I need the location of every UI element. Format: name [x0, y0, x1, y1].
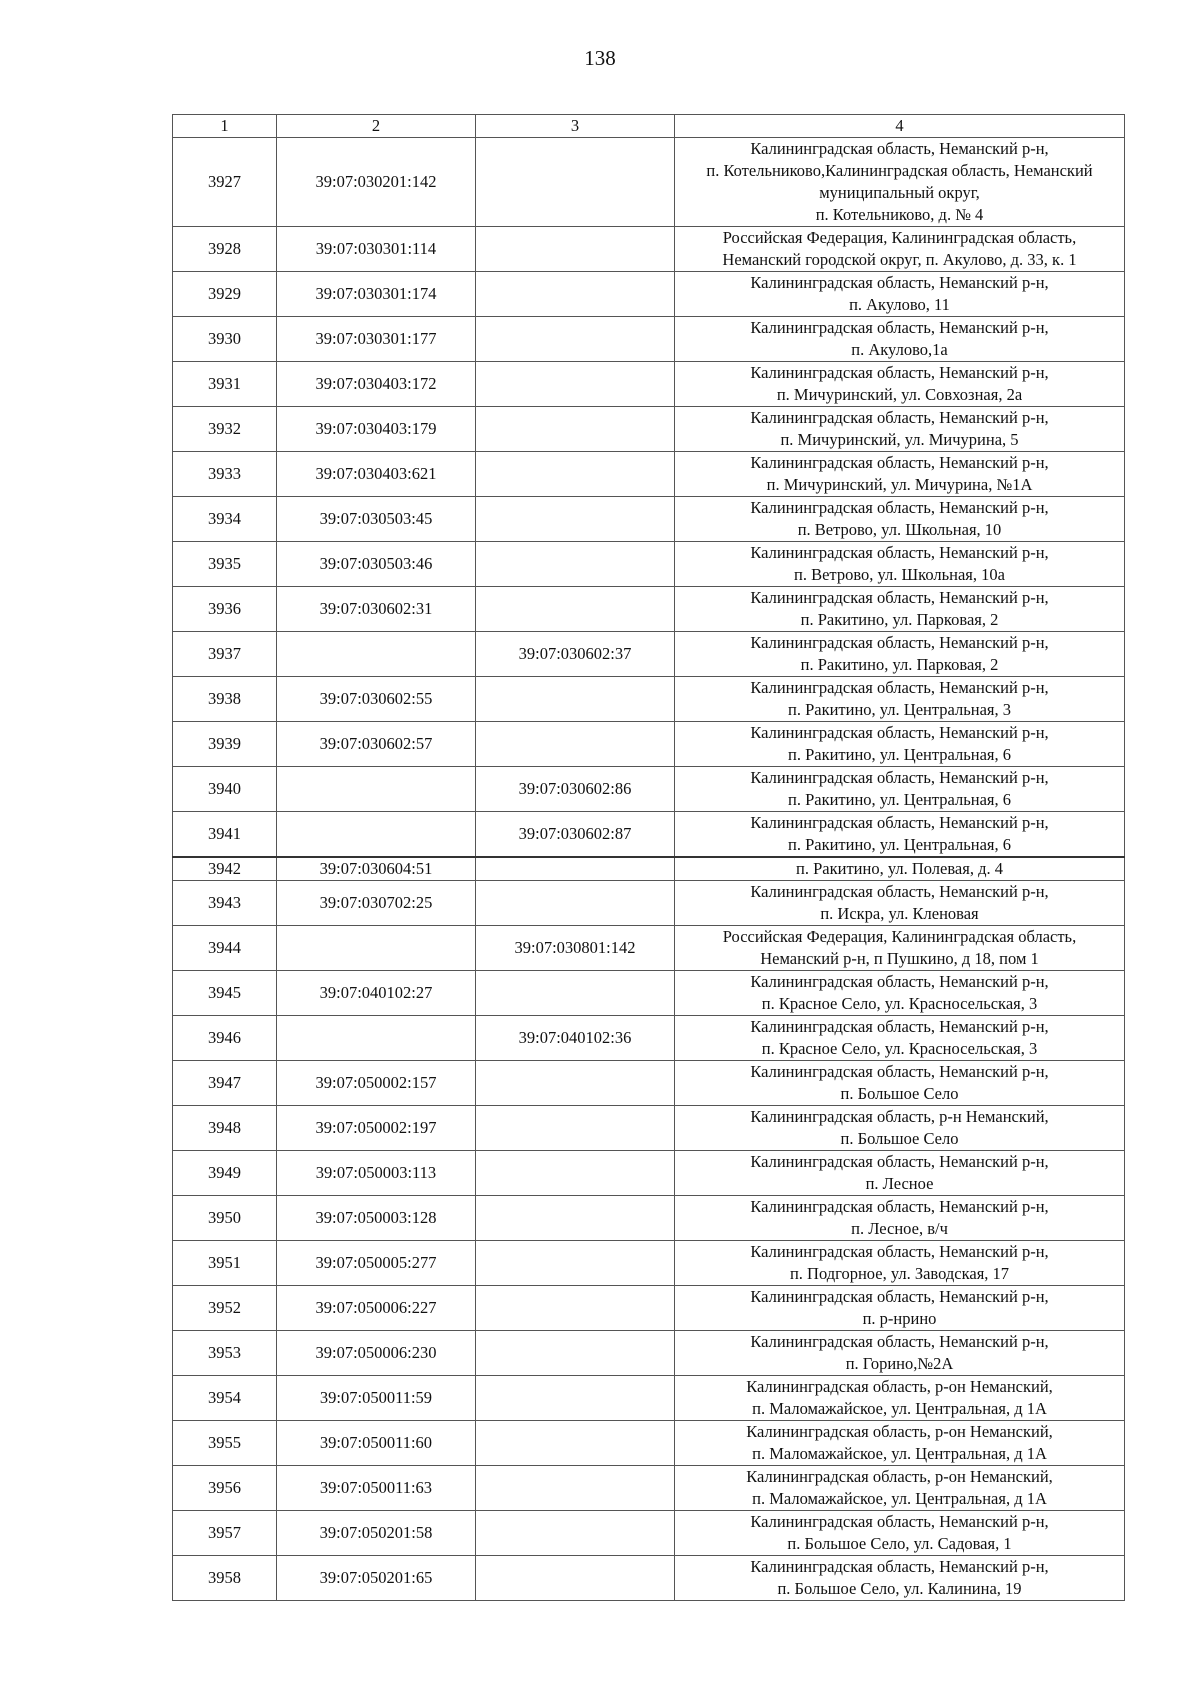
cadastral-number-cell: 39:07:050011:63 [277, 1466, 476, 1511]
table-row [173, 1061, 1125, 1106]
address-cell: Калининградская область, Неманский р-н, п. Ракитино, ул. Центральная, 3 [675, 677, 1125, 722]
row-number-cell: 3957 [173, 1511, 277, 1556]
row-number-cell: 3933 [173, 452, 277, 497]
cadastral-number-alt-cell [476, 362, 675, 407]
cadastral-number-cell [277, 812, 476, 858]
address-cell: п. Ракитино, ул. Полевая, д. 4 [675, 857, 1125, 881]
table-row [173, 632, 1125, 677]
table-row [173, 1556, 1125, 1601]
cadastral-number-alt-cell: 39:07:030602:37 [476, 632, 675, 677]
cadastral-number-cell: 39:07:030604:51 [277, 857, 476, 881]
table-row [173, 857, 1125, 881]
row-number-cell: 3931 [173, 362, 277, 407]
header-row [173, 115, 1125, 138]
table-row [173, 407, 1125, 452]
cadastral-number-cell: 39:07:030702:25 [277, 881, 476, 926]
row-number-cell: 3952 [173, 1286, 277, 1331]
table-row [173, 722, 1125, 767]
row-number-cell: 3948 [173, 1106, 277, 1151]
cadastral-number-alt-cell [476, 1556, 675, 1601]
cadastral-number-cell: 39:07:030602:31 [277, 587, 476, 632]
address-cell: Калининградская область, Неманский р-н, п. Искра, ул. Кленовая [675, 881, 1125, 926]
table-row [173, 1466, 1125, 1511]
cadastral-number-cell: 39:07:050006:227 [277, 1286, 476, 1331]
row-number-cell: 3945 [173, 971, 277, 1016]
row-number-cell: 3946 [173, 1016, 277, 1061]
address-cell: Калининградская область, Неманский р-н, п. Ракитино, ул. Центральная, 6 [675, 722, 1125, 767]
header-cell-3: 3 [476, 115, 675, 138]
row-number-cell: 3944 [173, 926, 277, 971]
row-number-cell: 3932 [173, 407, 277, 452]
cadastral-number-alt-cell [476, 407, 675, 452]
cadastral-number-alt-cell [476, 1511, 675, 1556]
address-cell: Российская Федерация, Калининградская область, Неманский городской округ, п. Акулово, д. 33, к. 1 [675, 227, 1125, 272]
address-cell: Калининградская область, р-он Неманский, п. Маломажайское, ул. Центральная, д 1А [675, 1466, 1125, 1511]
row-number-cell: 3947 [173, 1061, 277, 1106]
cadastral-number-cell: 39:07:030602:57 [277, 722, 476, 767]
address-cell: Калининградская область, Неманский р-н, п. Ветрово, ул. Школьная, 10 [675, 497, 1125, 542]
table-row [173, 881, 1125, 926]
cadastral-number-cell: 39:07:030403:172 [277, 362, 476, 407]
table-row [173, 1196, 1125, 1241]
address-cell: Калининградская область, Неманский р-н, п. Акулово,1а [675, 317, 1125, 362]
header-cell-2: 2 [277, 115, 476, 138]
cadastral-number-alt-cell: 39:07:030602:86 [476, 767, 675, 812]
cadastral-number-cell [277, 632, 476, 677]
address-cell: Калининградская область, Неманский р-н, п. Котельниково,Калининградская область, Неманский муниципальный округ, п. Котельниково, д. № 4 [675, 138, 1125, 227]
cadastral-number-cell: 39:07:030301:114 [277, 227, 476, 272]
registry-table [172, 114, 1125, 1601]
address-cell: Калининградская область, Неманский р-н, п. Красное Село, ул. Красносельская, 3 [675, 971, 1125, 1016]
address-cell: Калининградская область, Неманский р-н, п. Лесное, в/ч [675, 1196, 1125, 1241]
table-row [173, 542, 1125, 587]
address-cell: Российская Федерация, Калининградская область, Неманский р-н, п Пушкино, д 18, пом 1 [675, 926, 1125, 971]
row-number-cell: 3930 [173, 317, 277, 362]
cadastral-number-cell: 39:07:030503:45 [277, 497, 476, 542]
cadastral-number-alt-cell [476, 272, 675, 317]
address-cell: Калининградская область, Неманский р-н, п. Мичуринский, ул. Мичурина, 5 [675, 407, 1125, 452]
address-cell: Калининградская область, Неманский р-н, п. Большое Село [675, 1061, 1125, 1106]
row-number-cell: 3956 [173, 1466, 277, 1511]
address-cell: Калининградская область, Неманский р-н, п. Мичуринский, ул. Совхозная, 2а [675, 362, 1125, 407]
address-cell: Калининградская область, Неманский р-н, п. Большое Село, ул. Садовая, 1 [675, 1511, 1125, 1556]
cadastral-number-alt-cell: 39:07:030602:87 [476, 812, 675, 858]
cadastral-number-alt-cell [476, 1421, 675, 1466]
row-number-cell: 3938 [173, 677, 277, 722]
row-number-cell: 3937 [173, 632, 277, 677]
address-cell: Калининградская область, Неманский р-н, п. Ракитино, ул. Парковая, 2 [675, 632, 1125, 677]
cadastral-number-cell: 39:07:050006:230 [277, 1331, 476, 1376]
row-number-cell: 3934 [173, 497, 277, 542]
cadastral-number-alt-cell [476, 1061, 675, 1106]
cadastral-number-cell: 39:07:050011:59 [277, 1376, 476, 1421]
address-cell: Калининградская область, р-он Неманский, п. Маломажайское, ул. Центральная, д 1А [675, 1376, 1125, 1421]
table-row [173, 452, 1125, 497]
cadastral-number-alt-cell [476, 1241, 675, 1286]
cadastral-number-alt-cell: 39:07:040102:36 [476, 1016, 675, 1061]
table-row [173, 926, 1125, 971]
address-cell: Калининградская область, Неманский р-н, п. Большое Село, ул. Калинина, 19 [675, 1556, 1125, 1601]
table-row [173, 1331, 1125, 1376]
address-cell: Калининградская область, р-н Неманский, п. Большое Село [675, 1106, 1125, 1151]
table-row [173, 227, 1125, 272]
cadastral-number-cell: 39:07:030403:621 [277, 452, 476, 497]
address-cell: Калининградская область, Неманский р-н, п. Ракитино, ул. Центральная, 6 [675, 767, 1125, 812]
header-cell-1: 1 [173, 115, 277, 138]
row-number-cell: 3950 [173, 1196, 277, 1241]
table-row [173, 677, 1125, 722]
address-cell: Калининградская область, Неманский р-н, п. Лесное [675, 1151, 1125, 1196]
address-cell: Калининградская область, Неманский р-н, п. Ракитино, ул. Парковая, 2 [675, 587, 1125, 632]
row-number-cell: 3954 [173, 1376, 277, 1421]
cadastral-number-alt-cell [476, 722, 675, 767]
cadastral-number-cell: 39:07:050011:60 [277, 1421, 476, 1466]
row-number-cell: 3951 [173, 1241, 277, 1286]
cadastral-number-cell: 39:07:050002:157 [277, 1061, 476, 1106]
cadastral-number-alt-cell [476, 677, 675, 722]
table-row [173, 1016, 1125, 1061]
address-cell: Калининградская область, Неманский р-н, п. Ракитино, ул. Центральная, 6 [675, 812, 1125, 858]
cadastral-number-alt-cell [476, 1376, 675, 1421]
cadastral-number-cell: 39:07:030301:177 [277, 317, 476, 362]
cadastral-number-alt-cell [476, 1286, 675, 1331]
row-number-cell: 3939 [173, 722, 277, 767]
address-cell: Калининградская область, Неманский р-н, п. Ветрово, ул. Школьная, 10а [675, 542, 1125, 587]
cadastral-number-alt-cell [476, 452, 675, 497]
cadastral-number-alt-cell [476, 317, 675, 362]
cadastral-number-cell: 39:07:030403:179 [277, 407, 476, 452]
table-row [173, 497, 1125, 542]
row-number-cell: 3941 [173, 812, 277, 858]
page-number: 138 [584, 46, 616, 70]
table-row [173, 587, 1125, 632]
cadastral-number-cell: 39:07:050003:128 [277, 1196, 476, 1241]
row-number-cell: 3935 [173, 542, 277, 587]
table-row [173, 1511, 1125, 1556]
table-row [173, 1286, 1125, 1331]
table-row [173, 138, 1125, 227]
cadastral-number-alt-cell [476, 1331, 675, 1376]
cadastral-number-alt-cell [476, 542, 675, 587]
address-cell: Калининградская область, Неманский р-н, п. р-нрино [675, 1286, 1125, 1331]
address-cell: Калининградская область, Неманский р-н, п. Подгорное, ул. Заводская, 17 [675, 1241, 1125, 1286]
cadastral-number-alt-cell [476, 1466, 675, 1511]
cadastral-number-cell [277, 1016, 476, 1061]
table-row [173, 362, 1125, 407]
row-number-cell: 3940 [173, 767, 277, 812]
table-row [173, 1421, 1125, 1466]
cadastral-number-cell: 39:07:050201:65 [277, 1556, 476, 1601]
row-number-cell: 3943 [173, 881, 277, 926]
cadastral-number-cell: 39:07:030201:142 [277, 138, 476, 227]
cadastral-number-alt-cell [476, 1106, 675, 1151]
cadastral-number-cell [277, 926, 476, 971]
cadastral-number-cell: 39:07:050002:197 [277, 1106, 476, 1151]
table-row [173, 971, 1125, 1016]
table-row [173, 1241, 1125, 1286]
row-number-cell: 3928 [173, 227, 277, 272]
cadastral-number-cell: 39:07:030602:55 [277, 677, 476, 722]
cadastral-number-alt-cell [476, 857, 675, 881]
cadastral-number-alt-cell: 39:07:030801:142 [476, 926, 675, 971]
cadastral-number-cell: 39:07:030301:174 [277, 272, 476, 317]
cadastral-number-alt-cell [476, 881, 675, 926]
table-row [173, 317, 1125, 362]
address-cell: Калининградская область, Неманский р-н, п. Красное Село, ул. Красносельская, 3 [675, 1016, 1125, 1061]
address-cell: Калининградская область, р-он Неманский, п. Маломажайское, ул. Центральная, д 1А [675, 1421, 1125, 1466]
cadastral-number-alt-cell [476, 587, 675, 632]
cadastral-number-cell: 39:07:050003:113 [277, 1151, 476, 1196]
row-number-cell: 3929 [173, 272, 277, 317]
cadastral-number-cell [277, 767, 476, 812]
address-cell: Калининградская область, Неманский р-н, п. Мичуринский, ул. Мичурина, №1А [675, 452, 1125, 497]
cadastral-number-cell: 39:07:050201:58 [277, 1511, 476, 1556]
table-row [173, 272, 1125, 317]
table-row [173, 1376, 1125, 1421]
address-cell: Калининградская область, Неманский р-н, п. Акулово, 11 [675, 272, 1125, 317]
cadastral-number-alt-cell [476, 227, 675, 272]
row-number-cell: 3936 [173, 587, 277, 632]
cadastral-number-alt-cell [476, 1196, 675, 1241]
cadastral-number-alt-cell [476, 497, 675, 542]
row-number-cell: 3949 [173, 1151, 277, 1196]
cadastral-number-cell: 39:07:050005:277 [277, 1241, 476, 1286]
cadastral-number-alt-cell [476, 138, 675, 227]
table-row [173, 812, 1125, 858]
cadastral-number-cell: 39:07:030503:46 [277, 542, 476, 587]
table-row [173, 1151, 1125, 1196]
address-cell: Калининградская область, Неманский р-н, п. Горино,№2А [675, 1331, 1125, 1376]
table-body [173, 138, 1125, 1601]
row-number-cell: 3953 [173, 1331, 277, 1376]
table-row [173, 767, 1125, 812]
row-number-cell: 3927 [173, 138, 277, 227]
row-number-cell: 3942 [173, 857, 277, 881]
header-cell-4: 4 [675, 115, 1125, 138]
row-number-cell: 3958 [173, 1556, 277, 1601]
cadastral-number-alt-cell [476, 971, 675, 1016]
cadastral-number-cell: 39:07:040102:27 [277, 971, 476, 1016]
table-row [173, 1106, 1125, 1151]
row-number-cell: 3955 [173, 1421, 277, 1466]
cadastral-number-alt-cell [476, 1151, 675, 1196]
